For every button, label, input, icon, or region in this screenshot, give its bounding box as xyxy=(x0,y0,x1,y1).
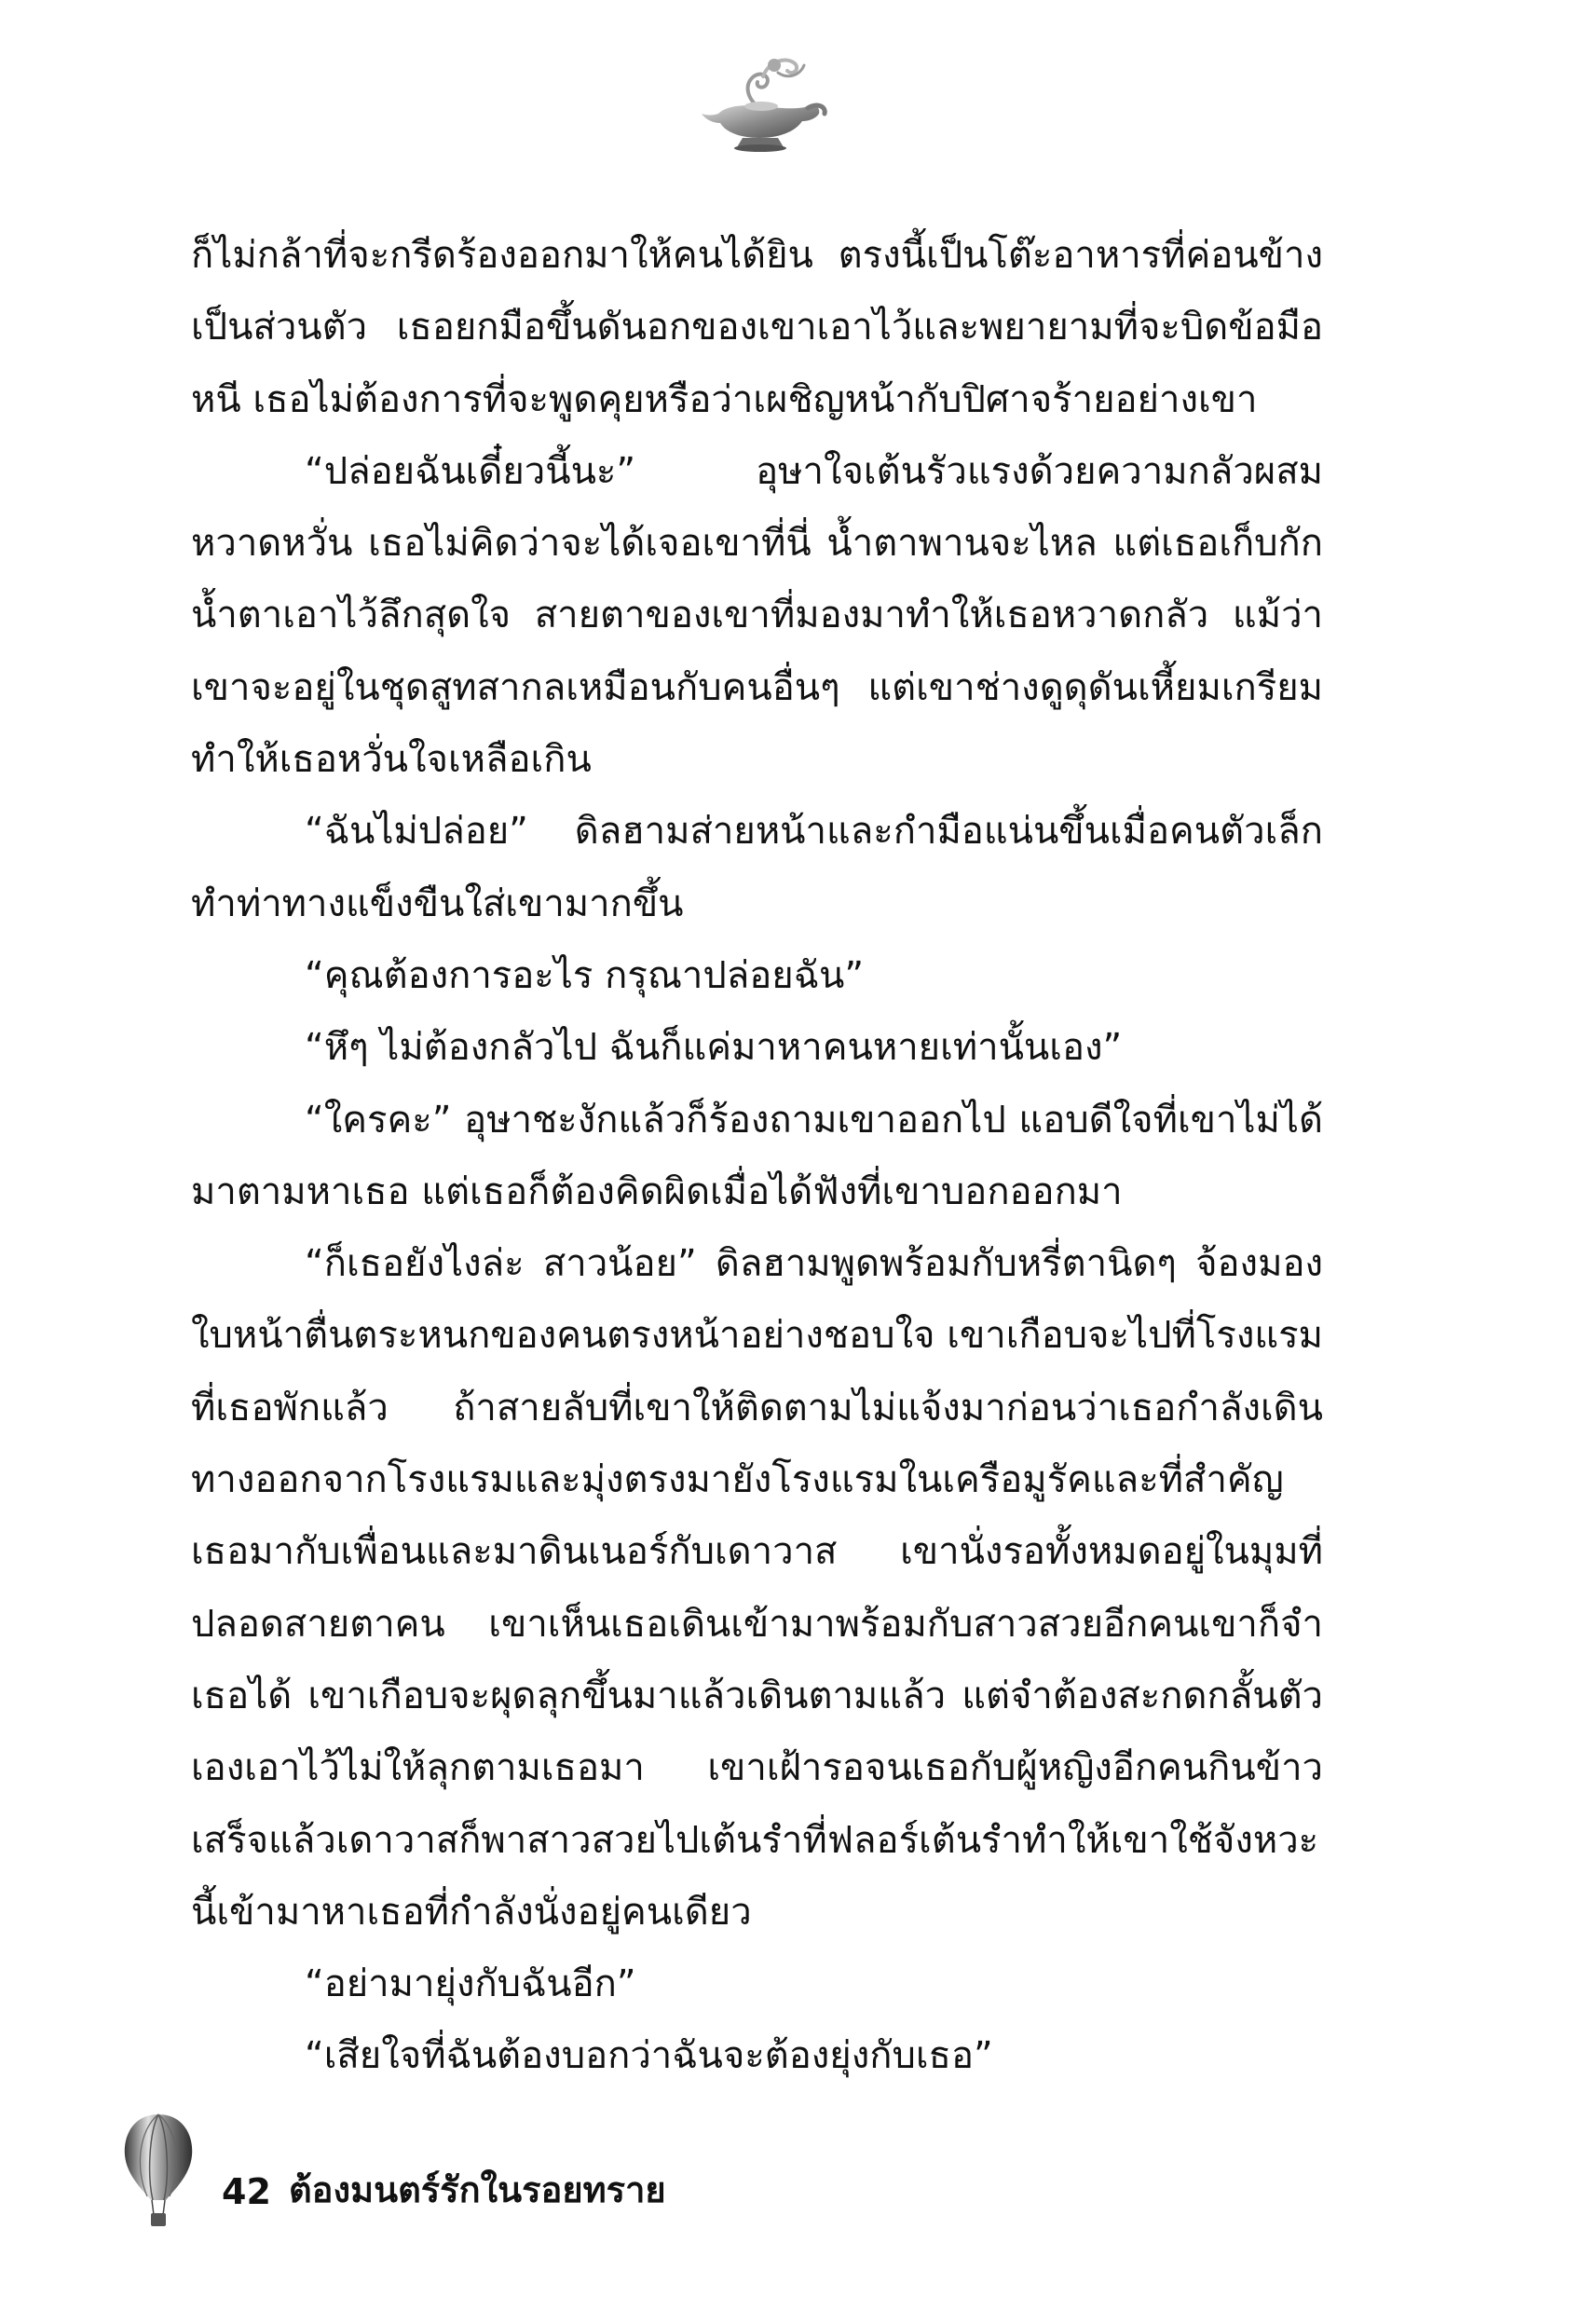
paragraph: “ก็เธอยังไงล่ะ สาวน้อย” ดิลฮามพูดพร้อมกับหรี่ตานิดๆ จ้องมองใบหน้าตื่นตระหนกของคนตรงหน้าอย่างชอบใจ เขาเกือบจะไปที่โรงแรมที่เธอพักแล้ว ถ้าสายลับที่เขาให้ติดตามไม่แจ้งมาก่อนว่าเธอกำลังเดินทางออกจากโรงแรมและมุ่งตรงมายังโรงแรมในเครือมูรัคและที่สำคัญเธอมากับเพื่อนและมาดินเนอร์กับเดาวาส เขานั่งรอทั้งหมดอยู่ในมุมที่ปลอดสายตาคน เขาเห็นเธอเดินเข้ามาพร้อมกับสาวสวยอีกคนเขาก็จำเธอได้ เขาเกือบจะผุดลุกขึ้นมาแล้วเดินตามแล้ว แต่จำต้องสะกดกลั้นตัวเองเอาไว้ไม่ให้ลุกตามเธอมา เขาเฝ้ารอจนเธอกับผู้หญิงอีกคนกินข้าวเสร็จแล้วเดาวาสก็พาสาวสวยไปเต้นรำที่ฟลอร์เต้นรำทำให้เขาใช้จังหวะนี้เข้ามาหาเธอที่กำลังนั่งอยู่คนเดียว xyxy=(191,1242,1323,1934)
paragraph: “คุณต้องการอะไร กรุณาปล่อยฉัน” xyxy=(305,953,865,997)
genie-lamp-icon xyxy=(685,48,834,156)
paragraph: “เสียใจที่ฉันต้องบอกว่าฉันจะต้องยุ่งกับเธอ” xyxy=(305,2034,993,2078)
paragraph: “อย่ามายุ่งกับฉันอีก” xyxy=(305,1962,636,2006)
paragraph: ก็ไม่กล้าที่จะกรีดร้องออกมาให้คนได้ยิน ตรงนี้เป็นโต๊ะอาหารที่ค่อนข้างเป็นส่วนตัว เธอยกมือขึ้นดันอกของเขาเอาไว้และพยายามที่จะบิดข้อมือหนี เธอไม่ต้องการที่จะพูดคุยหรือว่าเผชิญหน้ากับปิศาจร้ายอย่างเขา xyxy=(191,234,1323,421)
paragraph: “ปล่อยฉันเดี๋ยวนี้นะ” อุษาใจเต้นรัวแรงด้วยความกลัวผสมหวาดหวั่น เธอไม่คิดว่าจะได้เจอเขาที่นี่ น้ำตาพานจะไหล แต่เธอเก็บกักน้ำตาเอาไว้ลึกสุดใจ สายตาของเขาที่มองมาทำให้เธอหวาดกลัว แม้ว่าเขาจะอยู่ในชุดสูทสากลเหมือนกับคนอื่นๆ แต่เขาช่างดูดุดันเหี้ยมเกรียมทำให้เธอหวั่นใจเหลือเกิน xyxy=(191,449,1323,782)
paragraph: “ใครคะ” อุษาชะงักแล้วก็ร้องถามเขาออกไป แอบดีใจที่เขาไม่ได้มาตามหาเธอ แต่เธอก็ต้องคิดผิดเมื่อได้ฟังที่เขาบอกออกมา xyxy=(191,1098,1323,1213)
book-title: ต้องมนตร์รักในรอยทราย xyxy=(289,2169,666,2210)
paragraph: “ฉันไม่ปล่อย” ดิลฮามส่ายหน้าและกำมือแน่นขึ้นเมื่อคนตัวเล็กทำท่าทางแข็งขืนใส่เขามากขึ้น xyxy=(191,810,1323,925)
page-number: 42 xyxy=(222,2171,271,2212)
hot-air-balloon-icon xyxy=(121,2111,196,2232)
page-footer xyxy=(121,2111,960,2250)
paragraph: “หึๆ ไม่ต้องกลัวไป ฉันก็แค่มาหาคนหายเท่านั้นเอง” xyxy=(305,1026,1123,1070)
body-text xyxy=(191,220,1323,2093)
